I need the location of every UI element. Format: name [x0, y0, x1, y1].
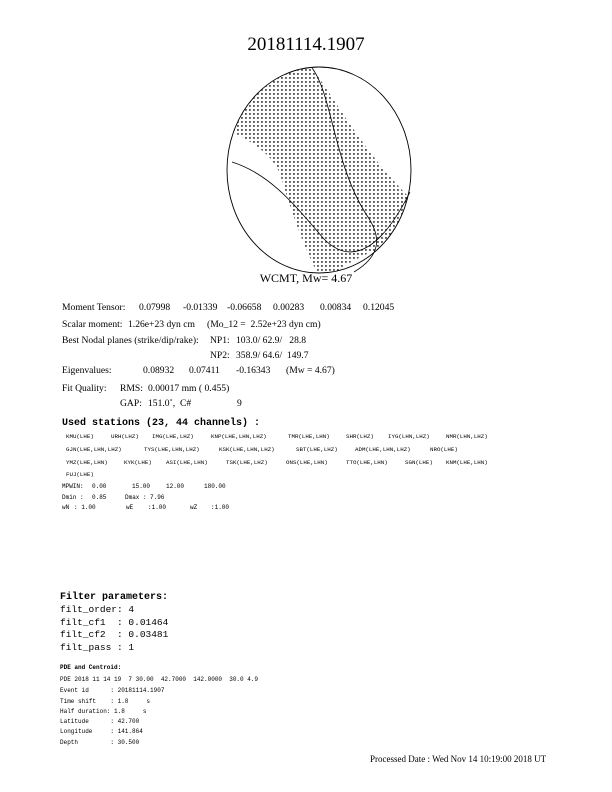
- station-entry: TSK(LHE,LHZ): [226, 459, 268, 466]
- wn-label: wN: [62, 504, 70, 511]
- pde-line: Half duration: 1.8 s: [60, 708, 147, 715]
- station-entry: SHR(LHZ): [346, 433, 374, 440]
- wz-label: wZ: [190, 504, 198, 511]
- wz-value: :1.00: [211, 504, 230, 511]
- eigenvalue: -0.16343: [236, 365, 271, 376]
- scalar-moment-mo12: (Mo_12 = 2.52e+23 dyn cm): [207, 319, 321, 330]
- dmin-label: Dmin :: [62, 494, 84, 501]
- station-entry: SGN(LHE): [405, 459, 433, 466]
- mpwin-value: 0.00: [92, 483, 107, 490]
- pde-line: Time shift : 1.8 s: [60, 698, 151, 705]
- eigenvalue: 0.07411: [189, 365, 220, 376]
- station-entry: NRO(LHE): [430, 446, 458, 453]
- wn-value: : 1.00: [74, 504, 96, 511]
- moment-tensor-value: 0.07998: [139, 302, 171, 313]
- rms-label: RMS:: [120, 383, 143, 394]
- pde-line: Depth : 30.500: [60, 739, 140, 746]
- station-entry: ADM(LHE,LHN,LHZ): [355, 446, 411, 453]
- dmax-value: 7.96: [150, 494, 165, 501]
- station-entry: SBT(LHE,LHZ): [296, 446, 338, 453]
- moment-tensor-value: 0.12045: [363, 302, 395, 313]
- filter-line: filt_order: 4: [60, 604, 135, 615]
- dmin-value: 0.85: [92, 494, 107, 501]
- moment-tensor-label: Moment Tensor:: [62, 302, 126, 313]
- station-entry: TTO(LHE,LHN): [346, 459, 388, 466]
- c-number: 9: [237, 398, 242, 409]
- np1-value: 103.0/ 62.9/ 28.8: [236, 335, 307, 346]
- filter-line: filt_cf2 : 0.03481: [60, 629, 169, 640]
- gap-value: 151.0˚, C#: [148, 398, 192, 409]
- station-entry: GJN(LHE,LHN,LHZ): [66, 446, 122, 453]
- station-entry: KNM(LHE,LHN): [446, 459, 488, 466]
- station-entry: TMR(LHE,LHN): [288, 433, 330, 440]
- np1-label: NP1:: [210, 335, 230, 346]
- pde-line: Latitude : 42.700: [60, 718, 140, 725]
- nodal-planes-label: Best Nodal planes (strike/dip/rake):: [62, 335, 199, 346]
- event-title: 20181114.1907: [247, 34, 365, 55]
- station-entry: IYG(LHN,LHZ): [388, 433, 430, 440]
- moment-tensor-value: 0.00283: [273, 302, 305, 313]
- station-entry: KNP(LHE,LHN,LHZ): [211, 433, 267, 440]
- stations-header: Used stations (23, 44 channels) :: [62, 418, 261, 429]
- station-entry: KSK(LHE,LHN,LHZ): [219, 446, 275, 453]
- beachball-diagram: [224, 64, 414, 276]
- station-entry: ASI(LHE,LHN): [166, 459, 208, 466]
- moment-tensor-value: 0.00834: [320, 302, 352, 313]
- moment-tensor-value: -0.01339: [183, 302, 218, 313]
- fit-quality-label: Fit Quality:: [62, 383, 107, 394]
- station-entry: ONS(LHE,LHN): [286, 459, 328, 466]
- station-entry: TYS(LHE,LHN,LHZ): [144, 446, 200, 453]
- eigen-magnitude: (Mw = 4.67): [286, 365, 335, 376]
- filter-header: Filter parameters:: [60, 592, 169, 603]
- dmax-label: Dmax :: [125, 494, 147, 501]
- mpwin-value: 15.00: [132, 483, 151, 490]
- station-entry: YMZ(LHE,LHN): [66, 459, 108, 466]
- pde-line: Longitude : 141.864: [60, 728, 143, 735]
- pde-line: Event id : 20181114.1907: [60, 687, 165, 694]
- rms-value: 0.00017 mm ( 0.455): [148, 383, 230, 394]
- station-entry: FUJ(LHE): [66, 471, 94, 478]
- filter-line: filt_pass : 1: [60, 642, 135, 653]
- eigenvalue: 0.08932: [143, 365, 175, 376]
- we-value: :1.00: [148, 504, 167, 511]
- mpwin-value: 180.00: [204, 483, 226, 490]
- pde-line: PDE 2018 11 14 19 7 30.00 42.7000 142.0000 30.0 4.9: [60, 676, 259, 683]
- np2-value: 358.9/ 64.6/ 149.7: [236, 350, 309, 361]
- station-entry: KMU(LHE): [66, 433, 94, 440]
- scalar-moment-value: 1.26e+23 dyn cm: [128, 319, 195, 330]
- station-entry: NMR(LHN,LHZ): [446, 433, 488, 440]
- gap-label: GAP:: [120, 398, 142, 409]
- model-magnitude-label: WCMT, Mw= 4.67: [259, 271, 353, 285]
- pde-header: PDE and Centroid:: [60, 664, 122, 671]
- np2-label: NP2:: [210, 350, 230, 361]
- mpwin-label: MPWIN:: [62, 483, 84, 490]
- station-entry: KYK(LHE): [124, 459, 152, 466]
- we-label: wE: [126, 504, 134, 511]
- filter-line: filt_cf1 : 0.01464: [60, 617, 169, 628]
- station-entry: URH(LHZ): [111, 433, 139, 440]
- mpwin-value: 12.00: [166, 483, 185, 490]
- station-entry: IMG(LHE,LHZ): [152, 433, 194, 440]
- moment-tensor-value: -0.06658: [227, 302, 262, 313]
- eigenvalues-label: Eigenvalues:: [62, 365, 112, 376]
- scalar-moment-label: Scalar moment:: [62, 319, 123, 330]
- processed-date: Processed Date : Wed Nov 14 10:19:00 2018 UT: [370, 754, 547, 764]
